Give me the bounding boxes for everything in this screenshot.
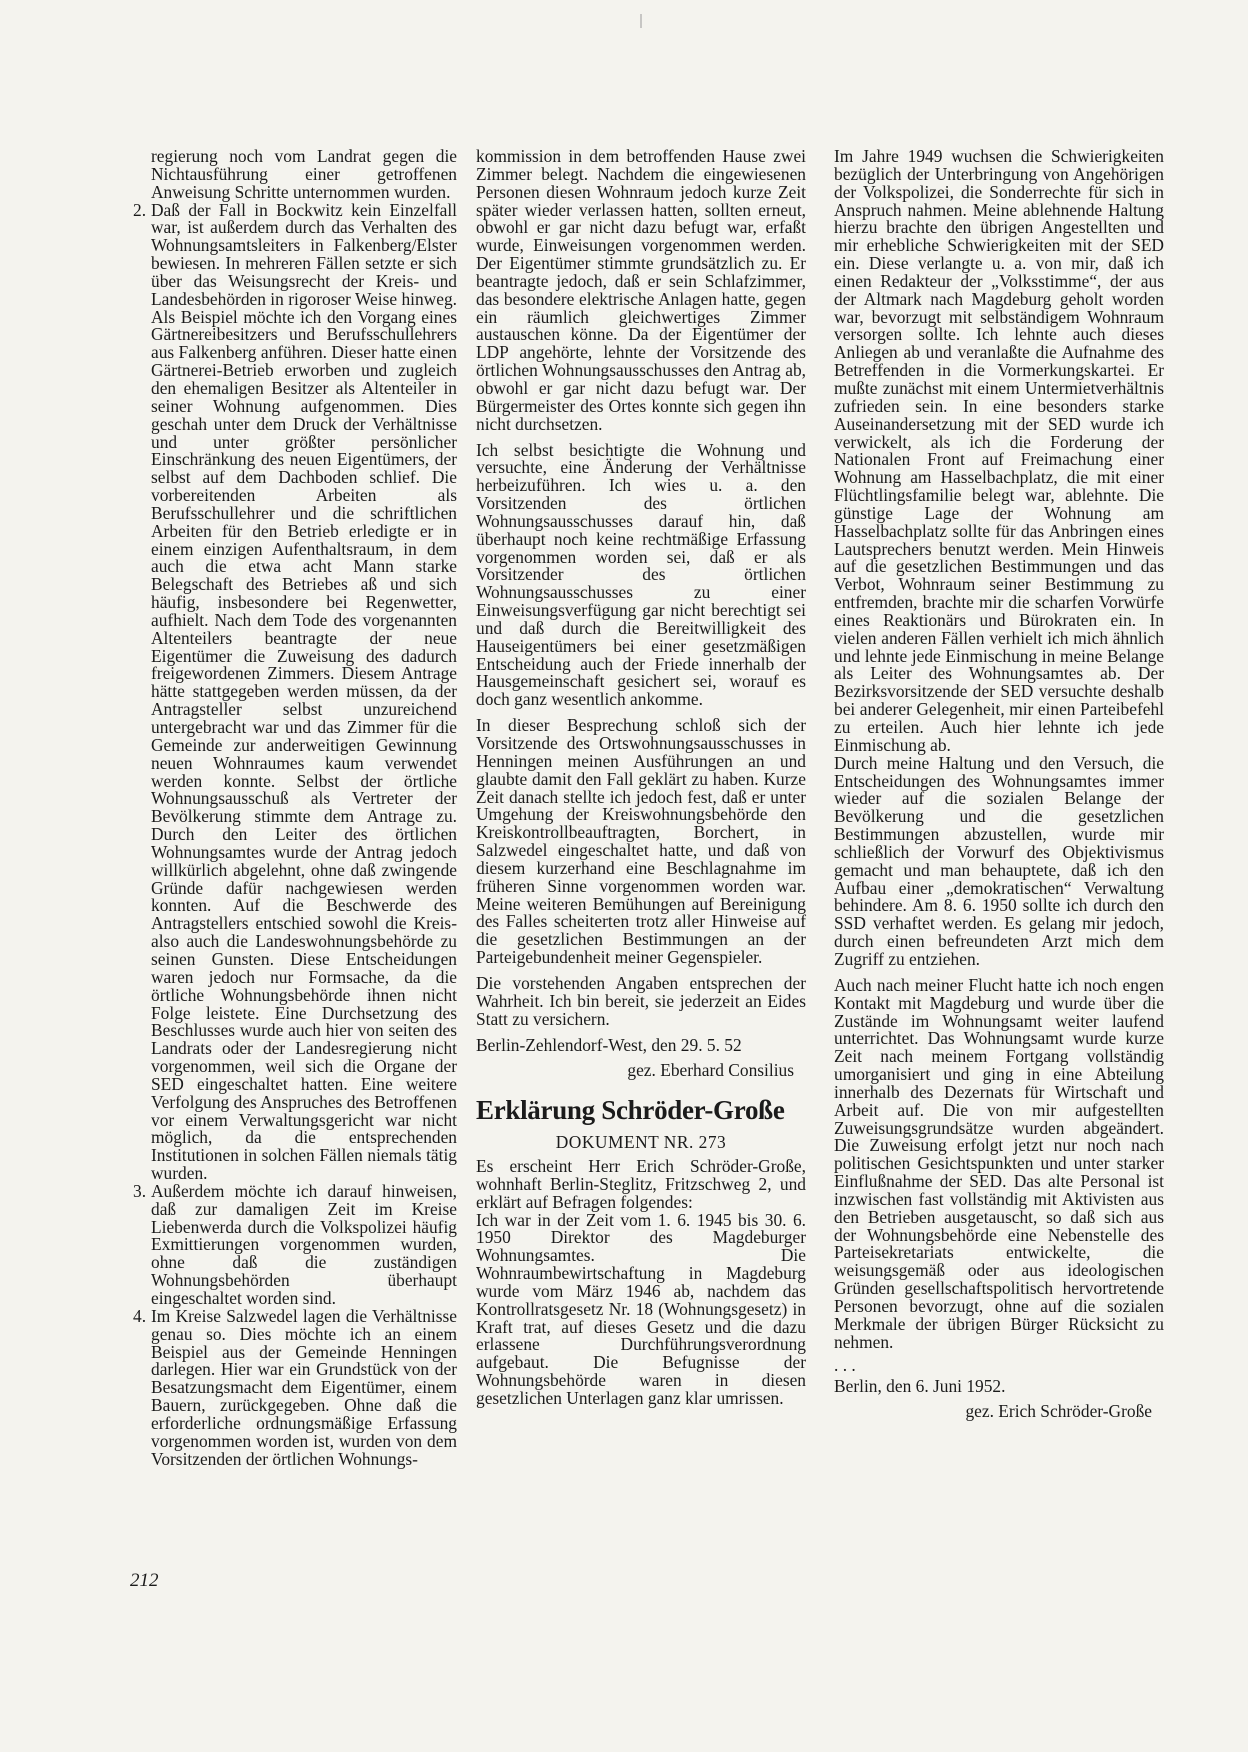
list-text: Im Kreise Salzwedel lagen die Verhältnisse genau so. Dies möchte ich an einem Beispiel aus der Gemeinde Henningen darlegen. Hier war ein Grundstück von der Besatzungsmacht dem Eigentümer, einem Bauern, zurückgegeben. Ohne daß die erforderliche ordnungsmäßige Erfassung vorgenommen worden ist, wurden von dem Vorsitzenden der örtlichen Wohnungs- xyxy=(151,1305,457,1469)
signature: gez. Eberhard Consilius xyxy=(627,1060,794,1081)
paragraph: Durch meine Haltung und den Versuch, die Entscheidungen des Wohnungsamtes immer wieder auf die sozialen Belange der Bevölkerung und die gesetzlichen Bestimmungen abzustellen, wurde mir schließlich der Vorwurf des Objektivismus gemacht und man behauptete, daß ich den Aufbau einer „demokratischen“ Verwaltung behindere. Am 8. 6. 1950 sollte ich durch den SSD verhaftet werden. Es gelang mir jedoch, durch einen befreundeten Arzt mich dem Zugriff zu entziehen. xyxy=(834,752,1164,969)
scan-mark xyxy=(640,14,642,28)
column-1-intro xyxy=(133,148,457,202)
section-heading: Erklärung Schröder-Große xyxy=(476,1095,785,1126)
paragraph: Ich war in der Zeit vom 1. 6. 1945 bis 30. 6. 1950 Direktor des Magdeburger Wohnungsamtes. Die Wohnraumbewirtschaftung in Magdeburg wurde vom März 1946 ab, nachdem das Kontrollratsgesetz Nr. 18 (Wohnungsgesetz) in Kraft trat, auf dieses Gesetz und die dazu erlassene Durchführungsverordnung aufgebaut. Die Befugnisse der Wohnungsbehörde waren in diesen gesetzlichen Unterlagen ganz klar umrissen. xyxy=(476,1209,806,1408)
column-2 xyxy=(476,148,806,1408)
signature: gez. Erich Schröder-Große xyxy=(965,1401,1152,1422)
list-number: 4. xyxy=(133,1305,147,1326)
paragraph: Die vorstehenden Angaben entsprechen der Wahrheit. Ich bin bereit, sie jederzeit an Eides Statt zu versichern. xyxy=(476,972,806,1029)
list-text: Außerdem möchte ich darauf hinweisen, daß zur damaligen Zeit im Kreise Liebenwerda durch die Volkspolizei häufig Exmittierungen vorgenommen wurden, ohne daß die zuständigen Wohnungsbehörden überhaupt eingeschaltet worden sind. xyxy=(151,1180,457,1308)
column-1 xyxy=(133,148,457,1468)
intro-text: regierung noch vom Landrat gegen die Nichtausführung einer getroffenen Anweisung Schritte unternommen wurden. xyxy=(151,146,457,202)
list-item-2 xyxy=(133,199,457,1184)
ellipsis: . . . xyxy=(834,1354,856,1375)
paragraph: Im Jahre 1949 wuchsen die Schwierigkeiten bezüglich der Unterbringung von Angehörigen der Volkspolizei, die Sonderrechte für sich in Anspruch nahmen. Meine ablehnende Haltung hierzu brachte den übrigen Angestellten und mir erhebliche Schwierigkeiten mit der SED ein. Diese verlangte u. a. von mir, daß ich einen Redakteur der „Volksstimme“, der aus der Altmark nach Magdeburg geholt worden war, bevorzugt mit selbständigem Wohnraum versorgen sollte. Ich lehnte auch dieses Anliegen ab und veranlaßte die Aufnahme des Betreffenden in die Vormerkungskartei. Er mußte zunächst mit einem Untermietverhältnis zufrieden sein. In eine besonders starke Auseinandersetzung mit der SED wurde ich verwickelt, als ich die Forderung der Nationalen Front auf Freimachung einer Wohnung am Hasselbachplatz, die mit einer Flüchtlingsfamilie belegt war, ablehnte. Die günstige Lage der Wohnung am Hasselbachplatz sollte für das Anbringen eines Lautsprechers benutzt werden. Mein Hinweis auf die gesetzlichen Bestimmungen und das Verbot, Wohnraum seiner Bestimmung zu entfremden, brachte mir die scharfen Vorwürfe eines Reaktionärs und Bürokraten ein. In vielen anderen Fällen verhielt ich mich ähnlich und lehnte jede Einmischung in meine Belange als Leiter des Wohnungsamtes ab. Der Bezirksvorsitzende der SED versuchte deshalb bei anderer Gelegenheit, mir einen Parteibefehl zu erteilen. Auch hier lehnte ich jede Einmischung ab. xyxy=(834,146,1164,755)
paragraph: Auch nach meiner Flucht hatte ich noch engen Kontakt mit Magdeburg und wurde über die Zustände im Wohnungsamt weiter laufend unterrichtet. Das Wohnungsamt wurde kurze Zeit nach meinem Fortgang vollständig umorganisiert und ging in eine Abteilung innerhalb des Dezernats für Wirtschaft und Arbeit auf. Die von mir aufgestellten Zuweisungsgrundsätze wurden abgeändert. Die Zuweisung erfolgt jetzt nur noch nach politischen Gesichtspunkten und unter starker Einflußnahme der SED. Das alte Personal ist inzwischen fast vollständig mit Aktivisten aus den Betrieben ausgetauscht, so daß sich aus der Wohnungsbehörde eine Nebenstelle des Parteisekretariats entwickelte, die weisungsgemäß oder aus ideologischen Gründen gesellschaftspolitisch hervortretende Personen bevorzugt, ohne auf die sozialen Merkmale der übrigen Bürger Rücksicht zu nehmen. xyxy=(834,974,1164,1352)
list-text: Daß der Fall in Bockwitz kein Einzelfall war, ist außerdem durch das Verhalten des Wohnungsamtsleiters in Falkenberg/Elster bewiesen. In mehreren Fällen setzte er sich über das Weisungsrecht der Kreis- und Landesbehörden in rigoroser Weise hinweg. Als Beispiel möchte ich den Vorgang eines Gärtnereibesitzers und Berufsschullehrers aus Falkenberg anführen. Dieser hatte einen Gärtnerei-Betrieb erworben und zugleich den ehemaligen Besitzer als Altenteiler in seiner Wohnung aufgenommen. Dies geschah unter dem Druck der Verhältnisse und unter größter persönlicher Einschränkung des neuen Eigentümers, der selbst auf dem Dachboden schlief. Die vorbereitenden Arbeiten als Berufsschullehrer und die schriftlichen Arbeiten für den Betrieb erledigte er in einem einzigen Aufenthaltsraum, in dem auch die etwa acht Mann starke Belegschaft des Betriebes aß und sich häufig, insbesondere bei Regenwetter, aufhielt. Nach dem Tode des vorgenannten Altenteilers beantragte der neue Eigentümer die Zuweisung des dadurch freigewordenen Zimmers. Diesem Antrage hätte stattgegeben werden müssen, da der Antragsteller selbst unzureichend untergebracht war und das Zimmer für die Gemeinde zur anderweitigen Gewinnung neuen Wohnraumes kaum verwendet werden konnte. Selbst der örtliche Wohnungsausschuß als Vertreter der Bevölkerung stimmte dem Antrage zu. Durch den Leiter des örtlichen Wohnungsamtes wurde der Antrag jedoch willkürlich abgelehnt, ohne daß zwingende Gründe dafür nachgewiesen werden konnten. Auf die Beschwerde des Antragstellers entschied sowohl die Kreis- also auch die Landeswohnungsbehörde zu seinen Gunsten. Diese Entscheidungen waren jedoch nur Formsache, da die örtliche Wohnungsbehörde ihnen nicht Folge leistete. Eine Durchsetzung des Beschlusses wurde auch hier von seiten des Landrats oder der Landesregierung nicht vorgenommen, weil sich die Organe der SED eingeschaltet hatten. Eine weitere Verfolgung des Anspruches des Betroffenen vor einem Verwaltungsgericht war nicht möglich, da die entsprechenden Institutionen in solchen Fällen niemals tätig wurden. xyxy=(151,199,457,1184)
list-number: 3. xyxy=(133,1180,147,1201)
list-item-3 xyxy=(133,1180,457,1308)
document-number: DOKUMENT NR. 273 xyxy=(555,1132,727,1153)
place-date: Berlin, den 6. Juni 1952. xyxy=(834,1375,1006,1396)
paragraph: Es erscheint Herr Erich Schröder-Große, wohnhaft Berlin-Steglitz, Fritzschweg 2, und erklärt auf Befragen folgendes: xyxy=(476,1156,806,1212)
place-date: Berlin-Zehlendorf-West, den 29. 5. 52 xyxy=(476,1034,742,1055)
page-number: 212 xyxy=(130,1570,159,1591)
column-3 xyxy=(834,148,1164,1421)
paragraph: kommission in dem betroffenden Hause zwei Zimmer belegt. Nachdem die eingewiesenen Personen diesen Wohnraum jedoch kurze Zeit später wieder verlassen hatten, sollten erneut, obwohl er gar nicht dazu befugt war, erfaßt wurde, Einweisungen vorgenommen werden. Der Eigentümer stimmte grundsätzlich zu. Er beantragte jedoch, daß er sein Schlafzimmer, das besondere elektrische Anlagen hatte, gegen ein räumlich gleichwertiges Zimmer austauschen könne. Da der Eigentümer der LDP angehörte, lehnte der Vorsitzende des örtlichen Wohnungsausschusses den Antrag ab, obwohl er gar nicht dazu befugt war. Der Bürgermeister des Ortes konnte sich gegen ihn nicht durchsetzen. xyxy=(476,146,806,434)
paragraph: In dieser Besprechung schloß sich der Vorsitzende des Ortswohnungsausschusses in Henningen meinen Ausführungen an und glaubte damit den Fall geklärt zu haben. Kurze Zeit danach stellte ich jedoch fest, daß er unter Umgehung der Kreiswohnungsbehörde den Kreiskontrollbeauftragten, Borchert, in Salzwedel eingeschaltet hatte, und daß von diesem kurzerhand eine Beschlagnahme im früheren Sinne vorgenommen worden war. Meine weiteren Bemühungen auf Bereinigung des Falles scheiterten trotz aller Hinweise auf die gesetzlichen Bestimmungen an der Parteigebundenheit meiner Gegenspieler. xyxy=(476,715,806,968)
paragraph: Ich selbst besichtigte die Wohnung und versuchte, eine Änderung der Verhältnisse herbeizuführen. Ich wies u. a. den Vorsitzenden des örtlichen Wohnungsausschusses darauf hin, daß überhaupt noch keine rechtmäßige Erfassung vorgenommen worden sei, daß er als Vorsitzender des örtlichen Wohnungsausschusses zu einer Einweisungsverfügung gar nicht berechtigt sei und daß durch die Bereitwilligkeit des Hauseigentümers bei einer gesetzmäßigen Entscheidung auch der Friede innerhalb der Hausgemeinschaft gesichert sei, worauf es doch ganz wesentlich ankomme. xyxy=(476,439,806,710)
list-item-4 xyxy=(133,1305,457,1469)
list-number: 2. xyxy=(133,199,147,220)
